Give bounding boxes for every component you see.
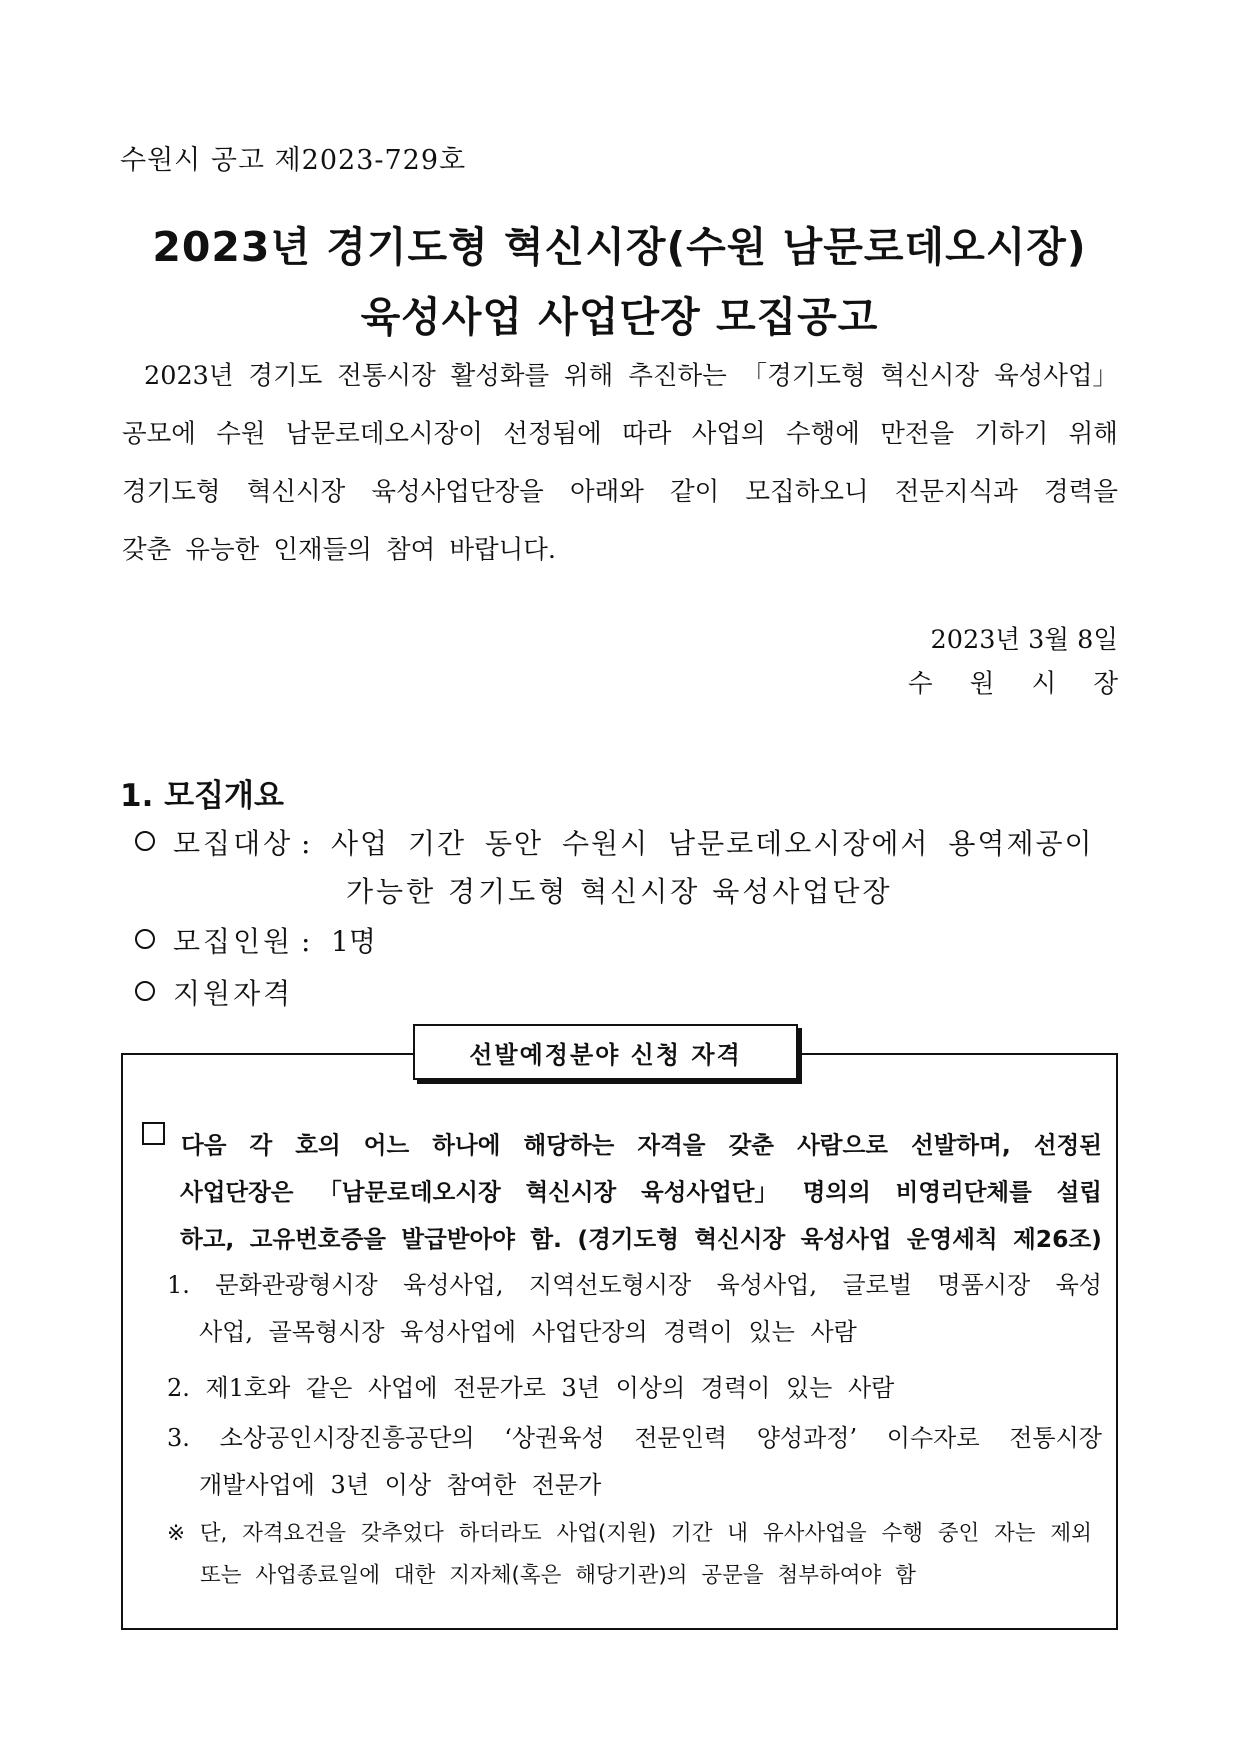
word: 육성사업 [800, 1225, 892, 1253]
word: 육성사업단」 [641, 1178, 779, 1206]
qualification-item-line: 2. 제1호와 같은 사업에 전문가로 3년 이상의 경력이 있는 사람 [167, 1374, 895, 1402]
word: 공모에 [122, 419, 196, 449]
word: 모집하오니 [745, 477, 869, 507]
recruit-target-value-cont: 가능한 경기도형 혁신시장 육성사업단장 [346, 875, 893, 908]
word: 육성사업단장을 [371, 477, 544, 507]
colon: : [301, 925, 311, 958]
word: 「남문로데오시장 [318, 1178, 501, 1206]
word: 같이 [670, 477, 720, 507]
word: 사업단장은 [180, 1178, 294, 1206]
word: 중인 [937, 1521, 980, 1546]
qualification-main-line [142, 1216, 1102, 1263]
word: 전문지식과 [894, 477, 1018, 507]
qualification-main-text [181, 1122, 1102, 1169]
word: 양성과정’ [756, 1424, 858, 1452]
section-title: 1. 모집개요 [120, 778, 284, 814]
note-line: 또는 사업종료일에 대한 지자체(혹은 해당기관)의 공문을 첨부하여야 함 [200, 1563, 916, 1588]
word: 전문인력 [634, 1424, 728, 1452]
word: 혁신시장 [525, 1178, 617, 1206]
qualification-item-3 [167, 1415, 1102, 1509]
word: 명의의 [802, 1178, 871, 1206]
word: 혁신시장 [694, 1225, 786, 1253]
qualification-main [142, 1122, 1102, 1263]
circle-bullet-icon [135, 929, 155, 949]
qualification-item-line: 사업, 골목형시장 육성사업에 사업단장의 경력이 있는 사람 [199, 1318, 857, 1346]
word: 선정됨에 [503, 419, 602, 449]
intro-line: 갖춘 유능한 인재들의 참여 바랍니다. [122, 535, 557, 565]
recruit-target-label: 모집대상 [173, 827, 294, 860]
recruit-target-item [135, 822, 1094, 862]
word: 각 [249, 1131, 273, 1159]
issuer-char: 시 [1031, 669, 1057, 699]
word: 비영리단체를 [895, 1178, 1032, 1206]
word: 유사사업을 [762, 1521, 867, 1546]
word: 혁신시장 [880, 361, 980, 391]
word: 소상공인시장진흥공단의 [219, 1424, 475, 1452]
word: 사업의 [691, 419, 766, 449]
qualification-note [167, 1513, 1092, 1597]
word: ※ [167, 1521, 186, 1546]
word: 기하기 [974, 419, 1049, 449]
recruit-count-item [135, 920, 376, 960]
word: 기간 [671, 1521, 713, 1546]
word: 갖추었다 [360, 1521, 444, 1546]
word: 설립 [1056, 1178, 1102, 1206]
word: 단, [199, 1521, 228, 1546]
qualification-item [135, 972, 301, 1012]
word: 하더라도 [458, 1521, 542, 1546]
page-title-line2: 육성사업 사업단장 모집공고 [360, 293, 879, 341]
circle-bullet-icon [135, 981, 155, 1001]
word: 제26조) [1013, 1225, 1102, 1253]
word: 전통시장 [1009, 1424, 1102, 1452]
word: 육성사업, [716, 1271, 817, 1299]
intro-line [122, 347, 1118, 405]
word: 수행에 [785, 419, 860, 449]
word: 1. [167, 1271, 190, 1299]
word: 육성사업, [403, 1271, 504, 1299]
intro-line [122, 405, 1118, 463]
issuer-char: 장 [1093, 669, 1118, 699]
word: 호의 [295, 1131, 341, 1159]
word: 사람으로 [797, 1131, 888, 1159]
issuer-signature [908, 664, 1118, 700]
word: (경기도형 [577, 1225, 679, 1253]
qualification-main-line [142, 1122, 1102, 1169]
word: 「경기도형 [741, 361, 866, 391]
word: 사업(지원) [556, 1521, 657, 1546]
word: 자격을 [637, 1131, 706, 1159]
word: 이수자로 [886, 1424, 980, 1452]
notice-number: 수원시 공고 제2023-729호 [120, 145, 467, 176]
colon: : [301, 827, 311, 860]
word: 경기도형 [122, 477, 221, 507]
word: 따라 [622, 419, 672, 449]
note-line [167, 1513, 1092, 1555]
qualification-label: 지원자격 [173, 977, 294, 1010]
word: 경기도 [248, 361, 323, 391]
word: 자격요건을 [242, 1521, 346, 1546]
notice-date: 2023년 3월 8일 [930, 625, 1118, 655]
word: 위해 [1068, 419, 1118, 449]
word: 경력을 [1044, 477, 1118, 507]
intro-paragraph [122, 347, 1118, 579]
word: 수행 [881, 1521, 923, 1546]
recruit-count-label: 모집인원 [173, 925, 294, 958]
qualification-item-1 [167, 1262, 1102, 1356]
circle-bullet-icon [135, 831, 155, 851]
word: 혁신시장 [246, 477, 346, 507]
word: 아래와 [569, 477, 644, 507]
word: 명품시장 [937, 1271, 1031, 1299]
word: 고유번호증을 [249, 1225, 386, 1253]
word: 육성 [1055, 1271, 1102, 1299]
word: 육성사업」 [993, 361, 1118, 391]
checkbox-square-icon [142, 1122, 165, 1145]
word: 발급받아야 [401, 1225, 515, 1253]
word: 전통시장 [337, 361, 436, 391]
word: 다음 [181, 1131, 227, 1159]
qualification-heading: 선발예정분야 신청 자격 [413, 1024, 798, 1080]
word: 위해 [564, 361, 614, 391]
word: 선발하며, [911, 1131, 1011, 1159]
qualification-main-line [142, 1169, 1102, 1216]
word: 운영세칙 [906, 1225, 998, 1253]
word: 해당하는 [523, 1131, 615, 1159]
qualification-item-2 [167, 1365, 1102, 1412]
word: 추진하는 [628, 361, 727, 391]
word: 내 [727, 1521, 749, 1546]
qualification-item-line [167, 1262, 1102, 1309]
qualification-item-line: 개발사업에 3년 이상 참여한 전문가 [199, 1471, 602, 1499]
word: 갖춘 [728, 1131, 775, 1159]
word: 하나에 [432, 1131, 501, 1159]
word: 만전을 [880, 419, 955, 449]
recruit-target-value: 사업 기간 동안 수원시 남문로데오시장에서 용역제공이 [331, 827, 1094, 860]
word: 문화관광형시장 [215, 1271, 378, 1299]
word: 남문로데오시장이 [285, 419, 483, 449]
word: 활성화를 [450, 361, 550, 391]
intro-line [122, 463, 1118, 521]
word: 함. [530, 1225, 562, 1253]
issuer-char: 수 [908, 669, 933, 699]
word: 어느 [363, 1131, 410, 1159]
word: ‘상권육성 [504, 1424, 605, 1452]
word: 자는 [994, 1521, 1036, 1546]
word: 선정된 [1033, 1131, 1102, 1159]
issuer-char: 원 [969, 669, 995, 699]
recruit-count-value: 1명 [331, 925, 376, 958]
word: 수원 [216, 419, 266, 449]
page-title-line1: 2023년 경기도형 혁신시장(수원 남문로데오시장) [152, 223, 1087, 271]
word: 하고, [180, 1225, 235, 1253]
word: 지역선도형시장 [528, 1271, 692, 1299]
qualification-item-line [167, 1415, 1102, 1462]
word: 제외 [1050, 1521, 1092, 1546]
word: 2023년 [144, 361, 234, 391]
word: 3. [167, 1424, 190, 1452]
word: 글로벌 [842, 1271, 912, 1299]
